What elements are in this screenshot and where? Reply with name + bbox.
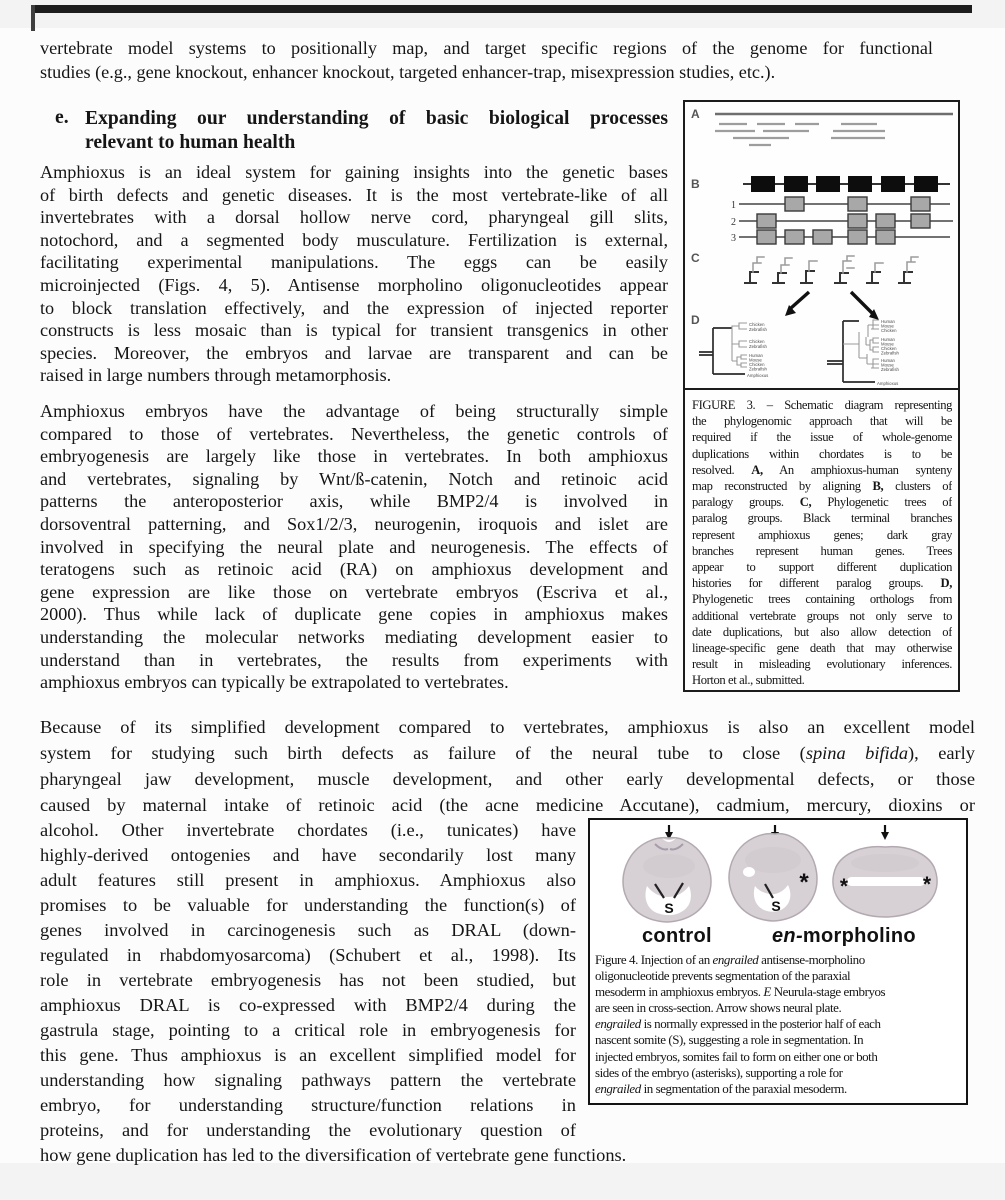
text-segment: system for studying such birth defects as failure of the neural tube to close ( — [40, 743, 806, 763]
text-line: the phylogenomic approach that will be — [692, 414, 952, 429]
morpholino-embryo-1 — [729, 834, 817, 921]
text-line: Phylogenetic trees containing orthologs from — [692, 592, 952, 607]
text-line: compared to those of vertebrates. Nevertheless, the genetic controls of — [40, 423, 668, 444]
text-line: and vertebrates, signaling by Wnt/ß-catenin, Notch and retinoic acid — [40, 468, 668, 489]
text-line: invertebrates with a dorsal hollow nerve cord, pharyngeal gill slits, — [40, 207, 668, 228]
text-segment: mesoderm in amphioxus embryos. — [595, 984, 764, 1000]
text-segment: Phylogenetic trees of — [811, 495, 952, 510]
neural-plate-arrows — [669, 825, 885, 833]
control-embryo-section — [623, 838, 711, 922]
text-segment: engrailed — [595, 1080, 641, 1096]
cluster-row-2: 2 — [731, 217, 736, 228]
text-line: embryogenesis are largely like those in vertebrates. In both amphioxus — [40, 446, 668, 467]
text-line: paralog groups. Black terminal branches — [692, 511, 952, 526]
figure4-box — [588, 818, 968, 1105]
paragraph-2 — [40, 400, 668, 694]
tree-tip: Zebrafish — [749, 344, 767, 349]
text-line: regulated in rhabdomyosarcoma) (Schubert et al., 1998). Its — [40, 945, 576, 965]
panel-c-paralog-trees — [691, 251, 918, 283]
text-line: Horton et al., submitted. — [692, 673, 805, 688]
text-line: adult features still present in amphioxus. Amphioxus also — [40, 870, 576, 890]
text-segment: spina bifida — [805, 743, 909, 763]
text-line: understand than in vertebrates, the results from experiments with — [40, 649, 668, 670]
text-line — [692, 478, 952, 494]
text-line: represent amphioxus genes; dark gray — [692, 527, 952, 542]
text-line: understanding the molecular networks mediating development easier to — [40, 626, 668, 647]
text-line: relevant to human health — [85, 131, 296, 153]
text-line: amphioxus DRAL is co-expressed with BMP2/4 during the — [40, 995, 576, 1015]
text-line — [692, 575, 952, 591]
tree-tip: Human — [749, 353, 763, 358]
text-line: teratogens such as retinoic acid (RA) on amphioxus development and — [40, 559, 668, 580]
somite-label: S — [771, 898, 781, 914]
text-line: FIGURE 3. – Schematic diagram representing — [692, 398, 952, 412]
text-line: patterns the anteroposterior axis, while BMP2/4 is involved in — [40, 491, 668, 512]
text-line: required if the issue of whole-genome — [692, 430, 952, 445]
text-segment: Neurula-stage embryos — [770, 984, 886, 1000]
text-line: species. Moreover, the embryos and larvae are transparent and can be — [40, 342, 668, 363]
intro-paragraph — [40, 36, 933, 84]
text-segment: is normally expressed in the posterior half of each — [640, 1016, 881, 1032]
morpholino-embryo-2 — [833, 847, 937, 917]
text-line: alcohol. Other invertebrate chordates (i.e., tunicates) have — [40, 820, 576, 840]
text-line: lineage-specific gene death that may otherwise — [692, 641, 952, 656]
text-line: of birth defects and genetic diseases. It is the most vertebrate-like of all — [40, 184, 668, 205]
tree-tip: Amphioxus — [877, 381, 899, 386]
text-line: are seen in cross-section. Arrow shows neural plate. — [595, 1000, 842, 1016]
section-marker: e. — [55, 107, 69, 128]
text-line: raised in large numbers through metamorphosis. — [40, 365, 392, 386]
text-line — [595, 1081, 963, 1097]
text-line: additional vertebrate groups not only serve to — [692, 608, 952, 623]
text-line: microinjected (Figs. 4, 5). Antisense morpholino oligonucleotides appear — [40, 274, 668, 295]
tree-tip: Mouse — [749, 357, 762, 363]
text-segment: resolved. — [692, 462, 752, 477]
text-line: Because of its simplified development compared to vertebrates, amphioxus is also an excellent model — [40, 717, 975, 737]
text-line: pharyngeal jaw development, muscle development, and other early developmental defects, or those — [40, 769, 975, 789]
text-line — [40, 740, 975, 766]
duplication-arrows — [785, 292, 879, 320]
asterisk-mark: * — [799, 869, 809, 896]
text-line: 2000). Thus while lack of duplicate gene copies in amphioxus makes — [40, 604, 668, 625]
text-line — [595, 1016, 963, 1032]
text-line: facilitating experimental manipulations. The eggs can be easily — [40, 252, 668, 273]
text-line — [595, 952, 963, 968]
text-segment: B, — [872, 479, 884, 494]
text-line: gene expression are like those on vertebrate embryos (Escriva et al., — [40, 581, 668, 602]
right-ortholog-tree — [827, 319, 900, 386]
asterisk-mark: * — [839, 875, 849, 898]
text-line — [692, 494, 952, 510]
text-line: proteins, and for understanding the evolutionary question of — [40, 1120, 576, 1140]
text-line: date duplications, but also allow detection of — [692, 624, 952, 639]
text-segment: engrailed — [595, 1016, 641, 1032]
scan-artifact-bar — [31, 5, 972, 13]
paragraph-3-wrapped — [40, 818, 975, 1168]
tree-tip: Mouse — [881, 362, 894, 368]
text-line: to block translation effectively, and the expression of injected reporter — [40, 297, 668, 318]
somite-label: S — [664, 900, 674, 916]
text-line: appear to support different duplication — [692, 560, 952, 575]
tree-tip: Amphioxus — [747, 373, 769, 378]
tree-tip: Zebrafish — [881, 367, 899, 372]
panel-d-label: D — [691, 313, 700, 327]
text-line: notochord, and a segmented body musculature. Fertilization is external, — [40, 229, 668, 250]
text-segment: clusters of — [883, 479, 952, 494]
figure4-caption — [595, 952, 963, 1097]
text-segment: antisense-morpholino — [758, 952, 865, 967]
tree-tip: Zebrafish — [749, 366, 767, 372]
panel-a-synteny-map — [691, 107, 953, 145]
text-line: this gene. Thus amphioxus is an excellent simplified model for — [40, 1045, 576, 1065]
text-line: caused by maternal intake of retinoic acid (the acne medicine Accutane), cadmium, mercury, dioxins or — [40, 795, 975, 815]
text-line: dorsoventral patterning, and Sox1/2/3, neurogenin, iroquois and islet are — [40, 513, 668, 534]
panel-c-label: C — [691, 251, 700, 265]
text-line: sides of the embryo (asterisks), supporting a role for — [595, 1064, 843, 1080]
text-segment: A, — [751, 462, 763, 477]
text-segment: C, — [799, 495, 812, 510]
figure3-diagram — [685, 102, 958, 390]
page-bottom-margin-band — [0, 1163, 1005, 1200]
tree-tip: Zebrafish — [749, 327, 767, 332]
text-line: Expanding our understanding of basic biological processes — [85, 108, 668, 129]
text-line: nascent somite (S), suggesting a role in segmentation. In — [595, 1032, 864, 1048]
tree-tip: Human — [881, 337, 895, 342]
text-segment: paralogy groups. — [692, 495, 800, 510]
figure3-caption — [685, 392, 958, 689]
text-line: oligonucleotide prevents segmentation of the paraxial — [595, 968, 851, 984]
panel-d-ortholog-trees — [691, 313, 900, 386]
figure4-image — [593, 823, 963, 927]
panel-b-label: B — [691, 177, 700, 191]
figure3-image — [685, 102, 958, 386]
text-segment: map reconstructed by aligning — [692, 479, 873, 494]
cluster-row-3: 3 — [731, 233, 736, 244]
text-segment: histories for different paralog groups. — [692, 576, 941, 591]
tree-tip: Chicken — [881, 346, 897, 351]
figure4-condition-labels — [590, 924, 966, 950]
text-segment: ), early — [908, 743, 975, 763]
cluster-row-1: 1 — [731, 200, 736, 211]
text-line: how gene duplication has led to the diversification of vertebrate gene functions. — [40, 1145, 627, 1165]
text-line: embryo, for understanding structure/function relations in — [40, 1095, 576, 1115]
text-line: involved in specifying the neural plate and neurogenesis. The effects of — [40, 536, 668, 557]
text-line: result in misleading evolutionary inferences. — [692, 657, 952, 672]
panel-a-label: A — [691, 107, 700, 121]
text-line: understanding how signaling pathways pattern the vertebrate — [40, 1070, 576, 1090]
text-line — [595, 984, 963, 1000]
text-line: highly-derived ontogenies and have secondarily lost many — [40, 845, 576, 865]
panel-b-paralogy-clusters — [691, 176, 953, 244]
tree-tip: Mouse — [881, 341, 894, 347]
text-segment: engrailed — [712, 952, 759, 967]
section-heading — [85, 107, 668, 154]
morpholino-suffix: morpholino — [802, 925, 916, 947]
tree-tip: Chicken — [749, 322, 765, 327]
text-segment: E — [763, 984, 771, 1000]
text-line: studies (e.g., gene knockout, enhancer knockout, targeted enhancer-trap, misexpression studies, etc.). — [40, 62, 776, 82]
en-prefix: en- — [772, 925, 803, 947]
text-line — [692, 462, 952, 478]
paragraph-3 — [40, 714, 975, 1168]
asterisk-mark: * — [922, 873, 932, 896]
text-line: injected embryos, somites fail to form on either one or both — [595, 1048, 878, 1064]
text-line: branches represent human genes. Trees — [692, 543, 952, 558]
tree-tip: Chicken — [749, 362, 765, 367]
text-line: gastrula stage, pointing to a critical role in embryogenesis for — [40, 1020, 576, 1040]
text-line: amphioxus embryos can typically be extrapolated to vertebrates. — [40, 672, 509, 693]
text-line: Amphioxus embryos have the advantage of being structurally simple — [40, 401, 668, 421]
text-line: duplications within chordates is to be — [692, 446, 952, 461]
paragraph-1 — [40, 161, 668, 387]
text-line: vertebrate model systems to positionally map, and target specific regions of the genome for functional — [40, 38, 933, 58]
figure3-box — [683, 100, 960, 692]
tree-tip: Chicken — [881, 328, 897, 333]
text-line: Amphioxus is an ideal system for gaining insights into the genetic bases — [40, 162, 668, 182]
tree-tip: Human — [881, 319, 895, 324]
text-segment: An amphioxus-human synteny — [762, 462, 952, 477]
left-ortholog-tree — [699, 322, 768, 378]
tree-tip: Chicken — [749, 339, 765, 344]
text-segment: Figure 4. Injection of an — [595, 952, 713, 967]
tree-tip: Human — [881, 358, 895, 363]
tree-tip: Zebrafish — [881, 350, 899, 356]
paragraph-3-fullwidth — [40, 714, 975, 818]
text-segment: in segmentation of the paraxial mesoderm. — [640, 1080, 847, 1096]
en-morpholino-label — [772, 924, 916, 949]
tree-tip: Mouse — [881, 323, 894, 329]
text-line: genes involved in carcinogenesis such as DRAL (down- — [40, 920, 576, 940]
text-line: promises to be valuable for understanding the function(s) of — [40, 895, 576, 915]
control-label: control — [642, 925, 712, 947]
text-line: constructs is less mosaic than is typical for transient transgenics in other — [40, 320, 668, 341]
text-line: role in vertebrate embryogenesis has not been studied, but — [40, 970, 576, 990]
text-segment: D, — [940, 576, 952, 591]
scan-artifact-corner — [31, 5, 35, 31]
